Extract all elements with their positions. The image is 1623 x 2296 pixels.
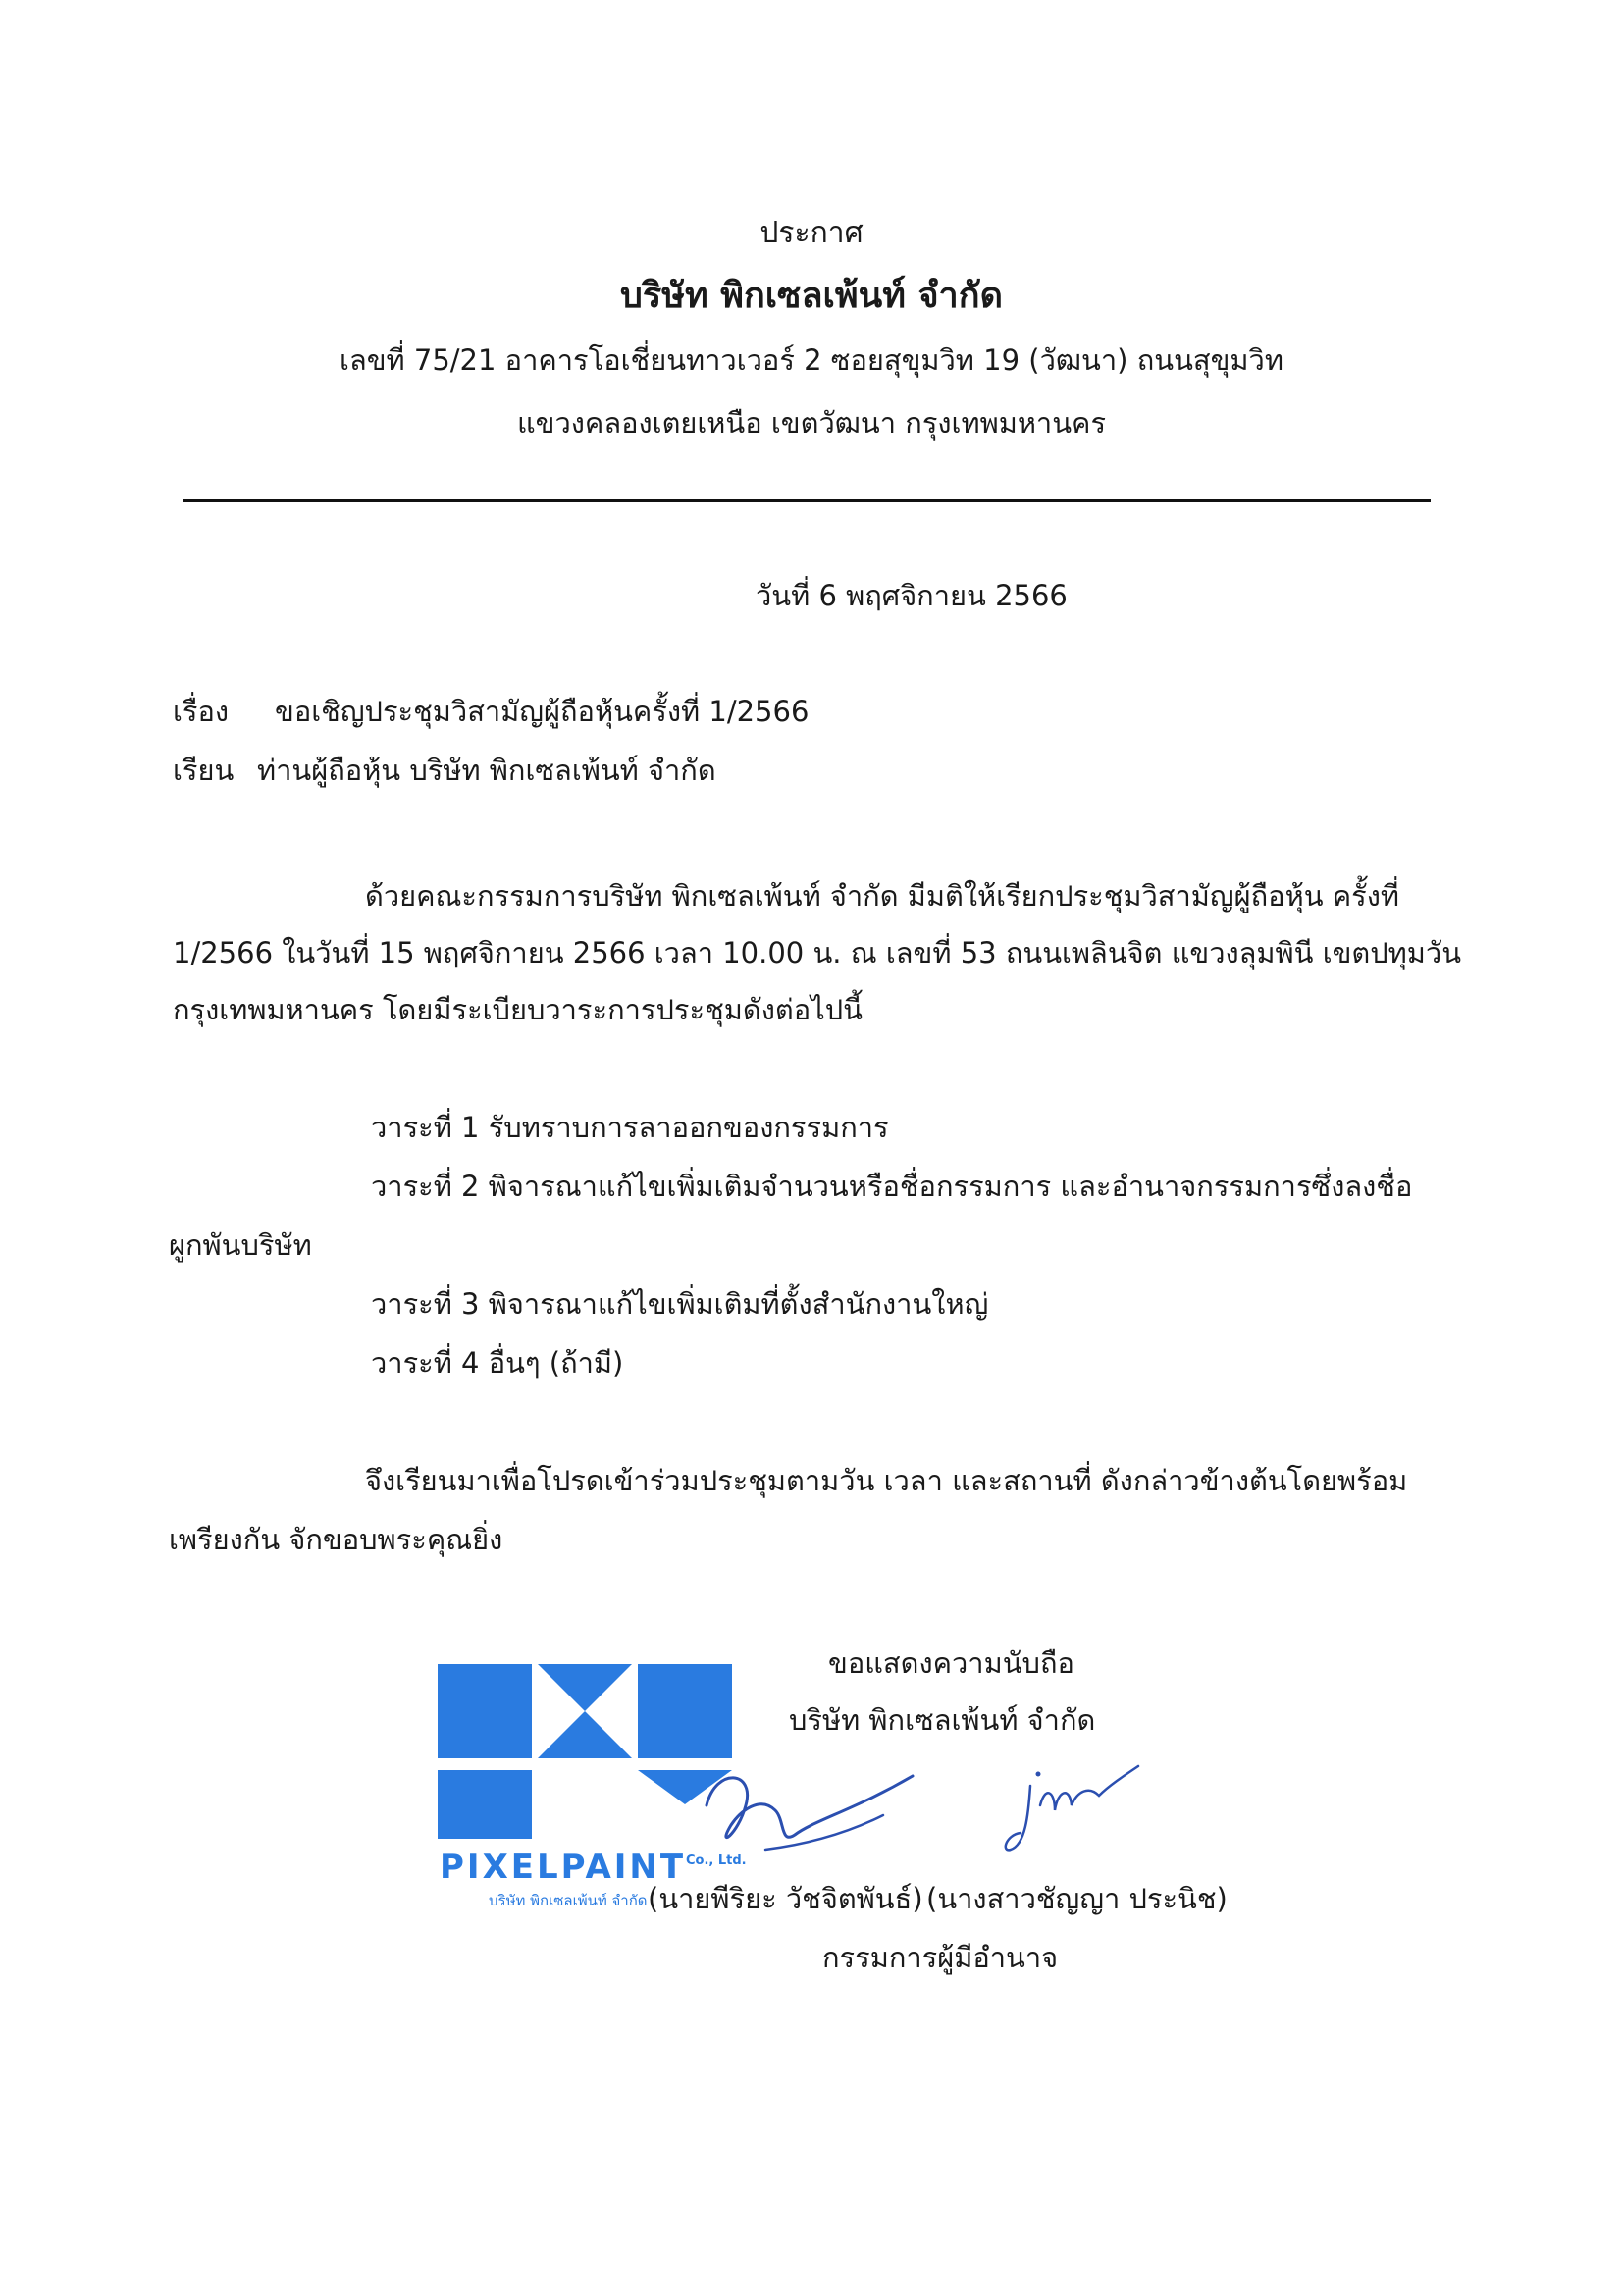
logo-block-right [638,1664,732,1758]
paragraph2-line1: จึงเรียนมาเพื่อโปรดเข้าร่วมประชุมตามวัน เวลา และสถานที่ ดังกล่าวข้างต้นโดยพร้อม [365,1464,1408,1497]
signature-1-stroke [707,1776,913,1838]
signature-2-stroke-b [1040,1766,1138,1810]
signature-2 [1001,1756,1148,1874]
signature-2-stroke-a [1006,1786,1030,1850]
logo-suffix-text: Co., Ltd. [686,1853,747,1868]
signature-2-dot [1036,1772,1041,1777]
logo-brand-text: PIXELPAINT [440,1848,687,1887]
paragraph1-line2: 1/2566 ในวันที่ 15 พฤศจิกายน 2566 เวลา 10.00 น. ณ เลขที่ 53 ถนนเพลินจิต แขวงลุมพินี เขตปทุมวัน [173,936,1462,969]
subject-text: ขอเชิญประชุมวิสามัญผู้ถือหุ้นครั้งที่ 1/2566 [275,695,810,728]
paragraph1-line1: ด้วยคณะกรรมการบริษัท พิกเซลเพ้นท์ จำกัด มีมติให้เรียกประชุมวิสามัญผู้ถือหุ้น ครั้งที่ [365,879,1399,913]
logo-hourglass-bottom [538,1711,632,1758]
logo-thai-text: บริษัท พิกเซลเพ้นท์ จำกัด [489,1892,648,1909]
header-divider [183,499,1431,502]
signer-2-name: (นางสาวชัญญา ประนิช) [926,1882,1228,1915]
agenda-item-4: วาระที่ 4 อื่นๆ (ถ้ามี) [371,1346,624,1380]
signer-title: กรรมการผู้มีอำนาจ [822,1941,1059,1974]
announcement-heading: ประกาศ [759,216,864,250]
recipient-text: ท่านผู้ถือหุ้น บริษัท พิกเซลเพ้นท์ จำกัด [257,754,716,787]
company-name-heading: บริษัท พิกเซลเพ้นท์ จำกัด [620,276,1003,316]
signature-1 [687,1756,922,1864]
logo-hourglass-top [538,1664,632,1711]
closing-company: บริษัท พิกเซลเพ้นท์ จำกัด [789,1703,1096,1737]
agenda-item-1: วาระที่ 1 รับทราบการลาออกของกรรมการ [371,1111,889,1144]
logo-block-lower-left [438,1770,532,1839]
agenda-item-2-continuation: ผูกพันบริษัท [169,1228,312,1262]
agenda-item-3: วาระที่ 3 พิจารณาแก้ไขเพิ่มเติมที่ตั้งสำนักงานใหญ่ [371,1287,989,1321]
agenda-item-2: วาระที่ 2 พิจารณาแก้ไขเพิ่มเติมจำนวนหรือชื่อกรรมการ และอำนาจกรรมการซึ่งลงชื่อ [371,1170,1413,1203]
company-address-line2: แขวงคลองเตยเหนือ เขตวัฒนา กรุงเทพมหานคร [516,406,1107,440]
signer-1-name: (นายพีริยะ วัชจิตพันธ์) [648,1882,923,1915]
logo-block-left [438,1664,532,1758]
paragraph1-line3: กรุงเทพมหานคร โดยมีระเบียบวาระการประชุมดังต่อไปนี้ [173,993,863,1026]
paragraph2-line2: เพรียงกัน จักขอบพระคุณยิ่ง [169,1523,503,1556]
closing-regards: ขอแสดงความนับถือ [828,1646,1074,1680]
recipient-label: เรียน [173,754,235,787]
company-address-line1: เลขที่ 75/21 อาคารโอเชี่ยนทาวเวอร์ 2 ซอยสุขุมวิท 19 (วัฒนา) ถนนสุขุมวิท [340,343,1283,377]
subject-label: เรื่อง [173,695,230,728]
document-date: วันที่ 6 พฤศจิกายน 2566 [756,579,1068,612]
